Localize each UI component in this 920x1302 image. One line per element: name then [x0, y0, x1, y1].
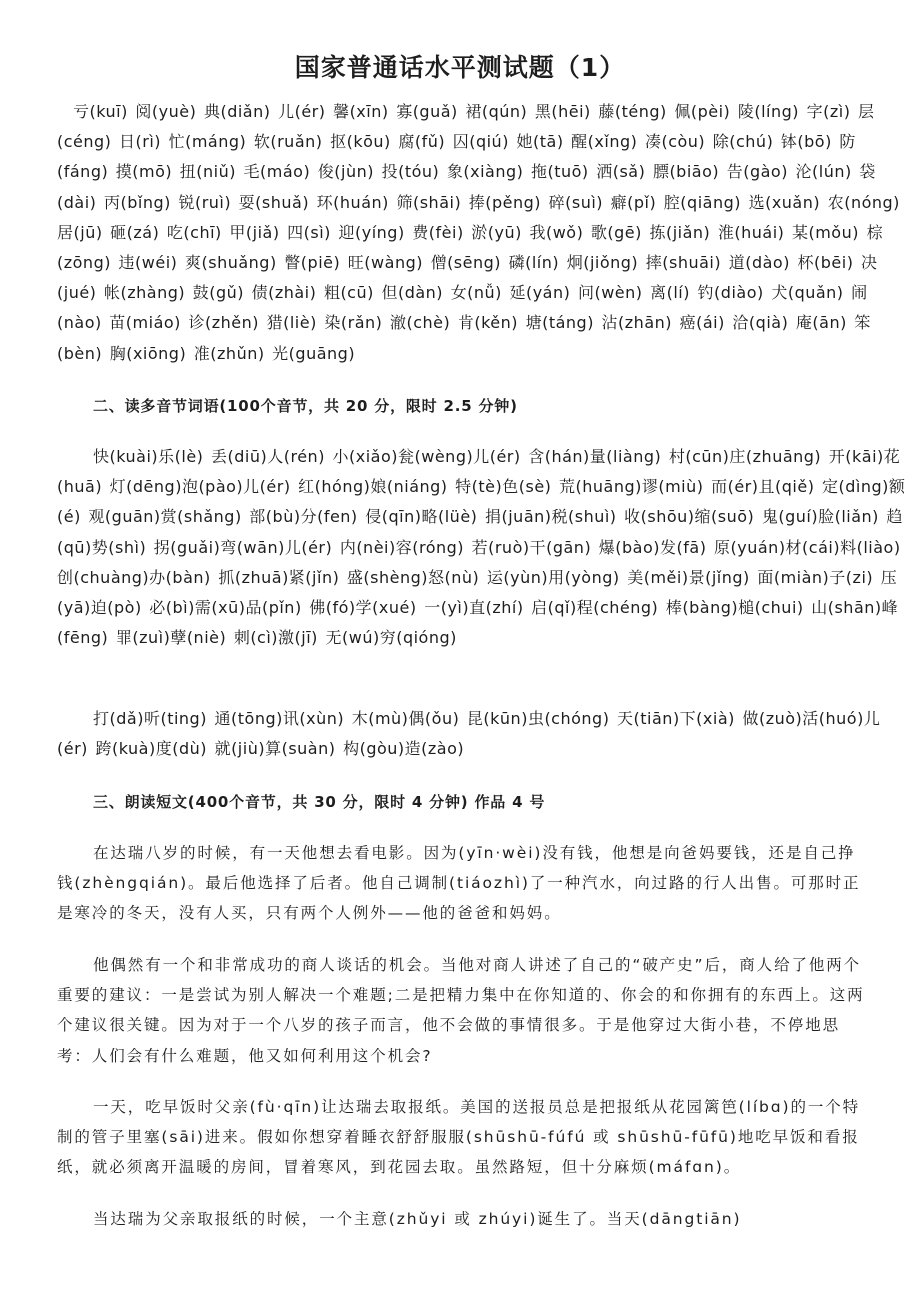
reading-paragraph-1 [57, 838, 867, 929]
multisyllable-text-1: 快(kuài)乐(lè) 丢(diū)人(rén) 小(xiǎo)瓮(wèng)儿(ér) 含(hán)量(liàng) 村(cūn)庄(zhuāng) 开(kāi)花(huā) 灯(dēng)泡(pào)儿(ér) 红(hóng)娘(niáng) 特(tè)色(sè) 荒(huāng)谬(miù) 而(ér)且(qiě) 定(dìng)额(é) 观(guān)赏(shǎng) 部(bù)分(fen) 侵(qīn)略(lüè) 捐(juān)税(shuì) 收(shōu)缩(suō) 鬼(guí)脸(liǎn) 趋(qū)势(shì) 拐(guǎi)弯(wān)儿(ér) 内(nèi)容(róng) 若(ruò)干(gān) 爆(bào)发(fā) 原(yuán)材(cái)料(liào) 创(chuàng)办(bàn) 抓(zhuā)紧(jǐn) 盛(shèng)怒(nù) 运(yùn)用(yòng) 美(měi)景(jǐng) 面(miàn)子(zi) 压(yā)迫(pò) 必(bì)需(xū)品(pǐn) 佛(fó)学(xué) 一(yì)直(zhí) 启(qǐ)程(chéng) 棒(bàng)槌(chui) 山(shān)峰(fēng) 罪(zuì)孽(niè) 刺(cì)激(jī) 无(wú)穷(qióng) [57, 447, 906, 648]
section3-heading: 三、朗读短文(400个音节，共 30 分，限时 4 分钟) 作品 4 号 [93, 793, 546, 811]
paragraph-text: 一天，吃早饭时父亲(fù·qīn)让达瑞去取报纸。美国的送报员总是把报纸从花园篱笆(líbɑ)的一个特制的管子里塞(sāi)进来。假如你想穿着睡衣舒舒服服(shūshū-fúfú 或 shūshū-fūfū)地吃早饭和看报纸，就必须离开温暖的房间，冒着寒风，到花园去取。虽然路短，但十分麻烦(máfɑn)。 [57, 1098, 861, 1177]
multisyllable-list-2 [57, 704, 907, 764]
reading-paragraph-3 [57, 1092, 867, 1183]
reading-paragraph-2 [57, 950, 867, 1071]
reading-paragraph-4 [57, 1204, 867, 1234]
section2-heading: 二、读多音节词语(100个音节，共 20 分，限时 2.5 分钟) [93, 397, 518, 415]
paragraph-text: 在达瑞八岁的时候，有一天他想去看电影。因为(yīn·wèi)没有钱，他想是向爸妈要钱，还是自己挣钱(zhèngqián)。最后他选择了后者。他自己调制(tiáozhì)了一种汽水，向过路的行人出售。可那时正是寒冷的冬天，没有人买，只有两个人例外——他的爸爸和妈妈。 [57, 844, 861, 923]
paragraph-text: 他偶然有一个和非常成功的商人谈话的机会。当他对商人讲述了自己的“破产史”后，商人给了他两个重要的建议：一是尝试为别人解决一个难题;二是把精力集中在你知道的、你会的和你拥有的东西上。这两个建议很关键。因为对于一个八岁的孩子而言，他不会做的事情很多。于是他穿过大街小巷，不停地思考：人们会有什么难题，他又如何利用这个机会? [57, 956, 865, 1065]
multisyllable-list-1 [57, 442, 907, 653]
paragraph-text: 当达瑞为父亲取报纸的时候，一个主意(zhǔyi 或 zhúyi)诞生了。当天(dāngtiān) [93, 1210, 742, 1228]
monosyllable-text: 亏(kuī) 阅(yuè) 典(diǎn) 儿(ér) 馨(xīn) 寡(guǎ) 裙(qún) 黑(hēi) 藤(téng) 佩(pèi) 陵(líng) 字(zì) 层(céng) 日(rì) 忙(máng) 软(ruǎn) 抠(kōu) 腐(fǔ) 囚(qiú) 她(tā) 醒(xǐng) 凑(còu) 除(chú) 钵(bō) 防(fáng) 摸(mō) 扭(niǔ) 毛(máo) 俊(jùn) 投(tóu) 象(xiàng) 拖(tuō) 洒(sǎ) 膘(biāo) 告(gào) 沦(lún) 袋(dài) 丙(bǐng) 锐(ruì) 耍(shuǎ) 环(huán) 筛(shāi) 捧(pěng) 碎(suì) 癖(pǐ) 腔(qiāng) 选(xuǎn) 农(nóng) 居(jū) 砸(zá) 吃(chī) 甲(jiǎ) 四(sì) 迎(yíng) 费(fèi) 淤(yū) 我(wǒ) 歌(gē) 拣(jiǎn) 淮(huái) 某(mǒu) 棕(zōng) 违(wéi) 爽(shuǎng) 瞥(piē) 旺(wàng) 僧(sēng) 磷(lín) 炯(jiǒng) 摔(shuāi) 道(dào) 杯(bēi) 决(jué) 帐(zhàng) 鼓(gǔ) 债(zhài) 粗(cū) 但(dàn) 女(nǚ) 延(yán) 问(wèn) 离(lí) 钓(diào) 犬(quǎn) 闹(nào) 苗(miáo) 诊(zhěn) 猎(liè) 染(rǎn) 澈(chè) 肯(kěn) 塘(táng) 沾(zhān) 癌(ái) 洽(qià) 庵(ān) 笨(bèn) 胸(xiōng) 准(zhǔn) 光(guāng) [57, 102, 900, 363]
multisyllable-text-2: 打(dǎ)听(ting) 通(tōng)讯(xùn) 木(mù)偶(ǒu) 昆(kūn)虫(chóng) 天(tiān)下(xià) 做(zuò)活(huó)儿(ér) 跨(kuà)度(dù) 就(jiù)算(suàn) 构(gòu)造(zào) [57, 709, 881, 759]
page-title: 国家普通话水平测试题（1） [294, 53, 626, 82]
monosyllable-list [57, 97, 907, 369]
